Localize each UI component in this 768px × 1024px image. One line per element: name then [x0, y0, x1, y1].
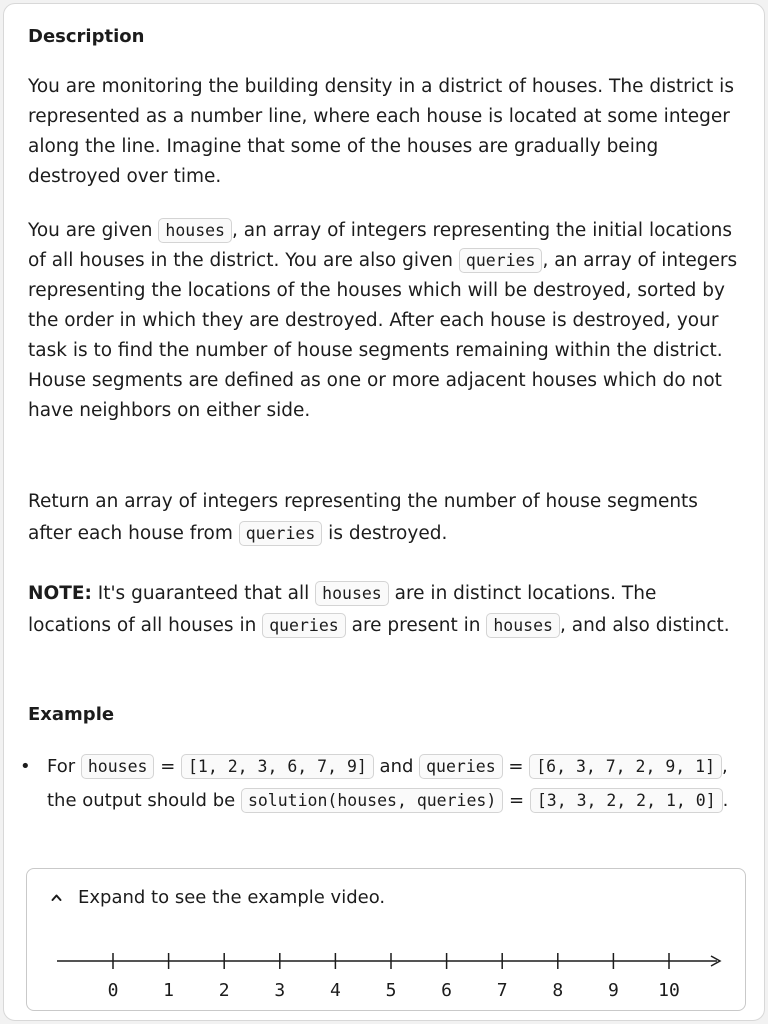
example-heading: Example: [28, 704, 115, 725]
chevron-up-icon: [51, 892, 62, 903]
example-video-expander[interactable]: [26, 868, 746, 1011]
inline-code-houses: houses: [158, 218, 232, 243]
description-paragraph-2: You are given houses , an array of integers representing the initial locations of all houses in the district. You are also given queries , an array of integers representing the locations of the houses which will be destroyed, sorted by the order in which they are destroyed. After each house is destroyed, your task is to find the number of house segments remaining within the district. House segments are defined as one or more adjacent houses which do not have neighbors on either side.: [28, 220, 738, 421]
number-line-tick-label: 1: [163, 980, 175, 1001]
number-line-tick-label: 2: [218, 980, 230, 1001]
inline-code-queries: queries: [262, 613, 346, 638]
note-label: NOTE:: [28, 583, 92, 604]
inline-code-queries: queries: [239, 521, 323, 546]
inline-code-houses: houses: [81, 754, 155, 779]
note-paragraph: NOTE: It's guaranteed that all houses are in distinct locations. The locations of all houses in queries are present in houses , and also distinct.: [28, 583, 730, 636]
inline-code-queries: queries: [459, 248, 543, 273]
number-line-tick-label: 9: [607, 980, 619, 1001]
inline-code-solution-call: solution(houses, queries): [241, 788, 503, 813]
inline-code-queries-array: [6, 3, 7, 2, 9, 1]: [529, 754, 722, 779]
description-paragraph-3: Return an array of integers representing the number of house segments after each house from queries is destroyed.: [28, 491, 698, 544]
problem-panel: [3, 3, 765, 1021]
inline-code-houses-array: [1, 2, 3, 6, 7, 9]: [181, 754, 374, 779]
inline-code-houses: houses: [315, 581, 389, 606]
number-line-tick-label: 4: [329, 980, 341, 1001]
description-heading: Description: [28, 26, 145, 47]
example-line-1: For houses = [1, 2, 3, 6, 7, 9] and queries = [6, 3, 7, 2, 9, 1] ,: [47, 756, 728, 777]
inline-code-houses: houses: [486, 613, 560, 638]
inline-code-queries: queries: [419, 754, 503, 779]
number-line: [27, 939, 747, 1009]
number-line-tick-label: 8: [552, 980, 564, 1001]
number-line-tick-label: 3: [274, 980, 286, 1001]
number-line-tick-label: 7: [496, 980, 508, 1001]
description-paragraph-1: You are monitoring the building density in a district of houses. The district is represented as a number line, where each house is located at some integer along the line. Imagine that some of the houses are gradually being destroyed over time.: [28, 76, 734, 187]
number-line-tick-label: 5: [385, 980, 397, 1001]
number-line-tick-label: 0: [107, 980, 119, 1001]
inline-code-output-array: [3, 3, 2, 2, 1, 0]: [530, 788, 723, 813]
bullet-dot: •: [20, 756, 31, 777]
example-line-2: the output should be solution(houses, queries) = [3, 3, 2, 2, 1, 0] .: [47, 790, 729, 811]
number-line-tick-label: 6: [441, 980, 453, 1001]
expander-label: Expand to see the example video.: [78, 887, 386, 908]
expander-toggle[interactable]: [51, 887, 385, 908]
number-line-tick-label: 10: [658, 980, 680, 1001]
